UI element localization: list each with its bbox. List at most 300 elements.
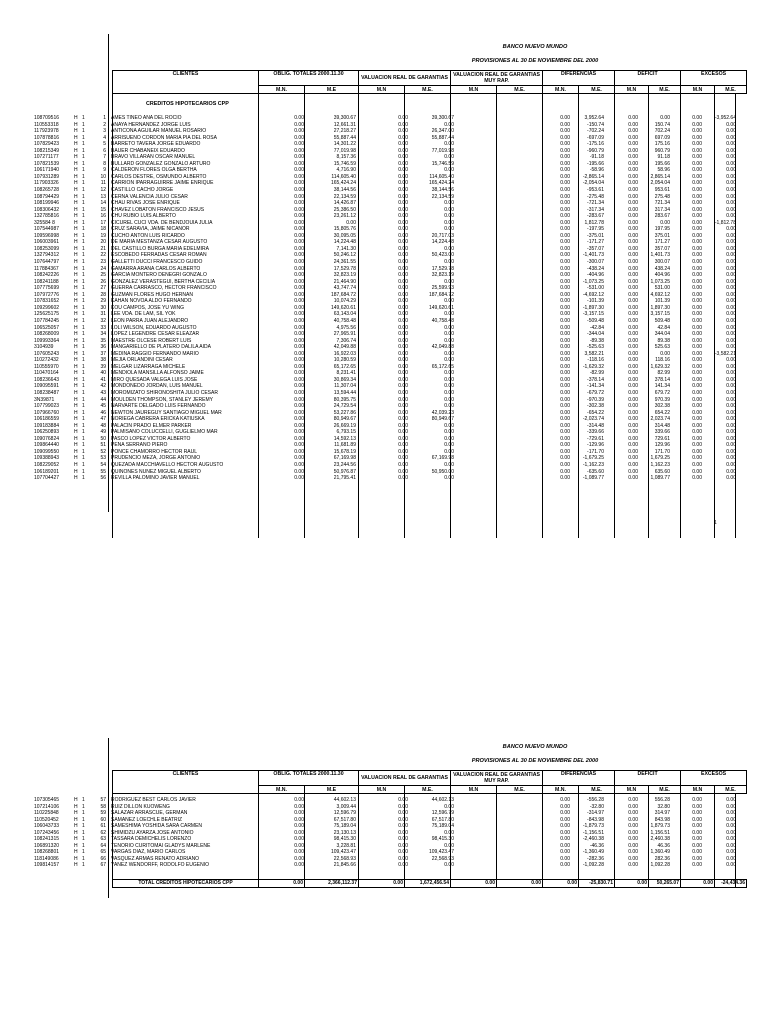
- row-number: 9: [103, 167, 106, 174]
- deficit-me: 953.61: [654, 187, 670, 194]
- header-deficit: DEFICIT: [615, 71, 681, 86]
- deficit-mn: 0.00: [628, 141, 638, 148]
- deficit-me: 729.61: [654, 435, 670, 442]
- difference-mn: 0.00: [560, 855, 570, 862]
- guarantee-me: 109,423.47: [428, 849, 454, 856]
- guarantee-mn: 0.00: [398, 173, 408, 180]
- deficit-me: 302.38: [654, 403, 670, 410]
- subheader-me: M.E.: [497, 786, 543, 794]
- excess-mn: 0.00: [692, 823, 702, 830]
- client-name: ARRISUEÑO CORDON MARIA PIA DEL ROSA: [111, 134, 217, 141]
- credit-type: H: [74, 823, 78, 830]
- client-name: CHU RUBIO LUIS ALBERTO: [111, 213, 176, 220]
- excess-mn: 0.00: [692, 409, 702, 416]
- excess-me: -3,582.21: [714, 350, 736, 357]
- guarantee-me: 0.00: [444, 154, 454, 161]
- guarantee-mn: 0.00: [398, 461, 408, 468]
- excess-me: 0.00: [726, 842, 736, 849]
- row-number: 45: [100, 403, 106, 410]
- difference-mn: 0.00: [560, 422, 570, 429]
- oblig-me: 98,415.30: [333, 836, 356, 843]
- credit-type: H: [74, 350, 78, 357]
- client-name: KAHAN NOVOA ALDO FERNANDO: [111, 298, 192, 305]
- difference-me: -1,679.25: [582, 455, 604, 462]
- oblig-mn: 0.00: [294, 855, 304, 862]
- client-code: 107214106: [34, 803, 60, 810]
- deficit-me: 300.07: [654, 259, 670, 266]
- difference-me: -697.09: [587, 134, 604, 141]
- difference-mn: 0.00: [560, 206, 570, 213]
- difference-mn: 0.00: [560, 461, 570, 468]
- excess-mn: 0.00: [692, 442, 702, 449]
- client-code: 108199946: [34, 200, 60, 207]
- credit-type: H: [74, 252, 78, 259]
- deficit-me: 0.00: [660, 115, 670, 121]
- deficit-mn: 0.00: [628, 461, 638, 468]
- oblig-me: 11,681.89: [334, 442, 356, 449]
- excess-me: 0.00: [726, 304, 736, 311]
- guarantee-me: 187,684.72: [428, 291, 454, 298]
- client-rows-page-2: [0, 797, 768, 869]
- guarantee-me: 55,887.44: [431, 134, 454, 141]
- oblig-mn: 0.00: [294, 344, 304, 351]
- deficit-me: 89.38: [657, 337, 670, 344]
- client-name: CUCHO ANTON LUIS RICARDO: [111, 232, 185, 239]
- provisions-title: PROVISIONES AL 30 DE NOVIEMBRE DEL 2000: [471, 758, 599, 764]
- guarantee-mn: 0.00: [398, 193, 408, 200]
- deficit-mn: 0.00: [628, 403, 638, 410]
- deficit-me: 404.96: [654, 272, 670, 279]
- oblig-me: 114,605.40: [331, 173, 356, 180]
- row-number: 44: [100, 396, 106, 403]
- difference-mn: 0.00: [560, 849, 570, 856]
- oblig-mn: 0.00: [294, 396, 304, 403]
- excess-me: 0.00: [726, 121, 736, 128]
- deficit-mn: 0.00: [628, 357, 638, 364]
- client-code: 107704427: [34, 475, 60, 482]
- guarantee-mn: 0.00: [398, 272, 408, 279]
- deficit-mn: 0.00: [628, 232, 638, 239]
- credit-class: 1: [82, 259, 85, 266]
- deficit-mn: 0.00: [628, 121, 638, 128]
- guarantee-mn: 0.00: [398, 389, 408, 396]
- difference-me: -404.96: [587, 272, 604, 279]
- difference-mn: 0.00: [560, 278, 570, 285]
- deficit-me: 1,156.51: [650, 829, 670, 836]
- subheader-me: M.E.: [497, 86, 543, 94]
- credit-class: 1: [82, 272, 85, 279]
- client-code: 3104939: [34, 344, 54, 351]
- credit-class: 1: [82, 226, 85, 233]
- deficit-mn: 0.00: [628, 239, 638, 246]
- difference-me: 3,582.21: [584, 350, 604, 357]
- difference-mn: 0.00: [560, 134, 570, 141]
- excess-mn: 0.00: [692, 298, 702, 305]
- difference-mn: 0.00: [560, 448, 570, 455]
- difference-mn: 0.00: [560, 331, 570, 338]
- row-number: 64: [100, 842, 106, 849]
- credit-type: H: [74, 475, 78, 482]
- credit-type: H: [74, 855, 78, 862]
- difference-me: -635.60: [587, 468, 604, 475]
- client-code: 107271177: [34, 154, 59, 161]
- subheader-mn: M.N: [681, 86, 715, 94]
- guarantee-me: 26,347.00: [431, 128, 454, 135]
- guarantee-mn: 0.00: [398, 206, 408, 213]
- oblig-me: 12,596.79: [333, 810, 356, 817]
- oblig-mn: 0.00: [294, 350, 304, 357]
- guarantee-mn: 0.00: [398, 311, 408, 318]
- difference-mn: 0.00: [560, 823, 570, 830]
- credit-type: H: [74, 213, 78, 220]
- guarantee-mn: 0.00: [398, 363, 408, 370]
- credit-type: H: [74, 461, 78, 468]
- excess-me: 0.00: [726, 160, 736, 167]
- credit-class: 1: [82, 429, 85, 436]
- oblig-me: 10,280.59: [333, 357, 356, 364]
- difference-me: -118.16: [587, 357, 604, 364]
- deficit-mn: 0.00: [628, 337, 638, 344]
- client-code: 109596998: [34, 232, 60, 239]
- excess-me: 0.00: [726, 403, 736, 410]
- excess-me: 0.00: [726, 429, 736, 436]
- credit-class: 1: [82, 154, 85, 161]
- oblig-me: 4,975.56: [336, 324, 356, 331]
- credit-class: 1: [82, 849, 85, 856]
- excess-mn: 0.00: [692, 115, 702, 121]
- difference-me: -509.48: [587, 317, 604, 324]
- client-code: 107544987: [34, 226, 60, 233]
- client-name: CHAVEZ LOBATON FRANCISCO JESUS: [111, 206, 205, 213]
- deficit-mn: 0.00: [628, 147, 638, 154]
- client-name: KOU CAMPOS, JOSE YU WING: [111, 304, 184, 311]
- deficit-me: 960.79: [654, 147, 670, 154]
- excess-mn: 0.00: [692, 134, 702, 141]
- oblig-me: 65,172.65: [333, 363, 356, 370]
- client-code: 108242226: [34, 272, 60, 279]
- guarantee-mn: 0.00: [398, 357, 408, 364]
- deficit-mn: 0.00: [628, 468, 638, 475]
- credit-type: H: [74, 147, 78, 154]
- excess-mn: 0.00: [692, 810, 702, 817]
- excess-mn: 0.00: [692, 304, 702, 311]
- total-value: 50,265.07: [649, 880, 681, 888]
- deficit-mn: 0.00: [628, 200, 638, 207]
- difference-me: -702.24: [587, 128, 604, 135]
- oblig-mn: 0.00: [294, 291, 304, 298]
- deficit-me: 129.96: [654, 442, 670, 449]
- row-number: 51: [100, 442, 106, 449]
- deficit-mn: 0.00: [628, 416, 638, 423]
- subheader-me: M.E: [305, 86, 359, 94]
- oblig-mn: 0.00: [294, 265, 304, 272]
- deficit-me: 82.99: [657, 370, 670, 377]
- row-number: 29: [100, 298, 106, 305]
- deficit-me: 697.09: [654, 134, 670, 141]
- row-number: 37: [100, 350, 106, 357]
- credit-class: 1: [82, 187, 85, 194]
- deficit-me: 843.98: [654, 816, 670, 823]
- oblig-me: 30,869.34: [333, 376, 356, 383]
- credit-class: 1: [82, 409, 85, 416]
- guarantee-mn: 0.00: [398, 298, 408, 305]
- credit-type: H: [74, 422, 78, 429]
- credit-type: H: [74, 226, 78, 233]
- difference-me: -175.16: [587, 141, 604, 148]
- client-code: 106891320: [34, 842, 60, 849]
- subheader-mn: M.N: [451, 86, 497, 94]
- deficit-mn: 0.00: [628, 285, 638, 292]
- difference-mn: 0.00: [560, 803, 570, 810]
- guarantee-mn: 0.00: [398, 213, 408, 220]
- excess-mn: 0.00: [692, 389, 702, 396]
- credit-type: H: [74, 842, 78, 849]
- guarantee-me: 20,717.03: [431, 232, 454, 239]
- excess-me: 0.00: [726, 416, 736, 423]
- deficit-mn: 0.00: [628, 272, 638, 279]
- excess-me: 0.00: [726, 173, 736, 180]
- guarantee-me: 0.00: [444, 311, 454, 318]
- credit-type: H: [74, 187, 78, 194]
- subheader-me: M.E.: [579, 786, 615, 794]
- credit-type: H: [74, 134, 78, 141]
- credit-type: H: [74, 803, 78, 810]
- guarantee-mn: 0.00: [398, 803, 408, 810]
- deficit-me: 118.16: [655, 357, 670, 364]
- excess-mn: 0.00: [692, 816, 702, 823]
- row-number: 39: [100, 363, 106, 370]
- difference-me: -275.48: [587, 193, 604, 200]
- credit-type: H: [74, 154, 78, 161]
- difference-mn: 0.00: [560, 311, 570, 318]
- difference-mn: 0.00: [560, 344, 570, 351]
- difference-me: -556.28: [587, 797, 604, 803]
- guarantee-me: 44,602.13: [431, 797, 454, 803]
- client-code: 109993364: [34, 337, 60, 344]
- guarantee-mn: 0.00: [398, 475, 408, 482]
- deficit-mn: 0.00: [628, 226, 638, 233]
- client-name: SHIMIDZU AYARZA JOSE ANTONIO: [111, 829, 194, 836]
- deficit-me: 1,879.73: [650, 823, 670, 830]
- row-number: 32: [100, 317, 106, 324]
- deficit-me: 1,162.23: [650, 461, 670, 468]
- deficit-mn: 0.00: [628, 389, 638, 396]
- credit-class: 1: [82, 422, 85, 429]
- difference-me: -82.99: [589, 370, 604, 377]
- client-name: GONZALEZ VERASTEGUI, BERTHA CECILIA: [111, 278, 216, 285]
- client-name: GUERRA CARRASCO, HECTOR FRANCISCO: [111, 285, 217, 292]
- difference-mn: 0.00: [560, 389, 570, 396]
- row-number: 33: [100, 324, 106, 331]
- credit-type: H: [74, 363, 78, 370]
- oblig-mn: 0.00: [294, 363, 304, 370]
- credit-type: H: [74, 357, 78, 364]
- excess-mn: 0.00: [692, 291, 702, 298]
- subheader-mn: M.N: [615, 86, 649, 94]
- credit-type: H: [74, 331, 78, 338]
- oblig-mn: 0.00: [294, 285, 304, 292]
- oblig-me: 15,746.59: [333, 160, 356, 167]
- deficit-mn: 0.00: [628, 396, 638, 403]
- credit-class: 1: [82, 304, 85, 311]
- row-number: 49: [100, 429, 106, 436]
- guarantee-me: 65,172.65: [431, 363, 454, 370]
- excess-mn: 0.00: [692, 252, 702, 259]
- client-code: 3N39871: [34, 396, 55, 403]
- row-number: 31: [100, 311, 106, 318]
- excess-me: 0.00: [726, 363, 736, 370]
- row-number: 53: [100, 455, 106, 462]
- difference-mn: 0.00: [560, 154, 570, 161]
- oblig-me: 43,747.74: [333, 285, 356, 292]
- deficit-mn: 0.00: [628, 193, 638, 200]
- client-name: DE MARIA MESTANZA CESAR AUGUSTO: [111, 239, 208, 246]
- credit-class: 1: [82, 239, 85, 246]
- oblig-me: 32,823.19: [333, 272, 356, 279]
- client-name: GAMARRA ARANA CARLOS ALBERTO: [111, 265, 201, 272]
- row-number: 50: [100, 435, 106, 442]
- credit-type: H: [74, 219, 78, 226]
- difference-me: -317.34: [587, 206, 604, 213]
- credit-class: 1: [82, 455, 85, 462]
- client-name: VASQUEZ ARMAS RENATO ADRIANO: [111, 855, 200, 862]
- excess-mn: 0.00: [692, 350, 702, 357]
- client-code: 109299602: [34, 304, 60, 311]
- total-value: 0.00: [681, 880, 715, 888]
- deficit-me: 1,679.25: [650, 455, 670, 462]
- row-number: 26: [100, 278, 106, 285]
- client-code: 107966760: [34, 409, 60, 416]
- guarantee-me: 0.00: [444, 200, 454, 207]
- difference-mn: 0.00: [560, 376, 570, 383]
- client-name: SALAZAR ARRASCUE, GERMAN: [111, 810, 188, 817]
- excess-mn: 0.00: [692, 147, 702, 154]
- table-row: [0, 475, 768, 482]
- row-number: 46: [100, 409, 106, 416]
- client-name: BRAVO VILLARAN OSCAR MANUEL: [111, 154, 196, 161]
- credit-class: 1: [82, 278, 85, 285]
- deficit-mn: 0.00: [628, 291, 638, 298]
- deficit-mn: 0.00: [628, 422, 638, 429]
- difference-me: -438.24: [587, 265, 604, 272]
- credit-class: 1: [82, 403, 85, 410]
- guarantee-me: 0.00: [444, 213, 454, 220]
- excess-mn: 0.00: [692, 128, 702, 135]
- subheader-mn: M.N: [451, 786, 497, 794]
- excess-me: 0.00: [726, 344, 736, 351]
- credit-class: 1: [82, 285, 85, 292]
- excess-me: 0.00: [726, 389, 736, 396]
- guarantee-mn: 0.00: [398, 396, 408, 403]
- difference-mn: 0.00: [560, 363, 570, 370]
- excess-me: 0.00: [726, 810, 736, 817]
- credit-class: 1: [82, 862, 85, 869]
- client-code: 108794429: [34, 193, 60, 200]
- row-number: 35: [100, 337, 106, 344]
- client-code: 107821539: [34, 160, 60, 167]
- credit-type: H: [74, 344, 78, 351]
- client-name: CARRION IPARRAGUIRRE JAIME ENRIQUE: [111, 180, 214, 187]
- client-name: AMES TINEO ANA DEL ROCIO: [111, 115, 182, 121]
- credit-class: 1: [82, 291, 85, 298]
- excess-mn: 0.00: [692, 461, 702, 468]
- guarantee-mn: 0.00: [398, 370, 408, 377]
- client-name: RUIZ DILLON KUOWENG: [111, 803, 170, 810]
- oblig-me: 13,594.44: [333, 389, 356, 396]
- excess-mn: 0.00: [692, 278, 702, 285]
- row-number: 61: [100, 823, 106, 830]
- credit-class: 1: [82, 810, 85, 817]
- credit-class: 1: [82, 855, 85, 862]
- guarantee-me: 0.00: [444, 862, 454, 869]
- credit-class: 1: [82, 363, 85, 370]
- deficit-mn: 0.00: [628, 849, 638, 856]
- excess-me: 0.00: [726, 206, 736, 213]
- difference-me: -679.72: [587, 389, 604, 396]
- subheader-mn: M.N: [681, 786, 715, 794]
- row-number: 10: [100, 173, 106, 180]
- client-name: MAESTRE OLCESE ROBERT LUIS: [111, 337, 192, 344]
- client-code: 108241188: [34, 278, 59, 285]
- guarantee-mn: 0.00: [398, 285, 408, 292]
- client-name: RODRIGUEZ BEST CARLOS JAVIER: [111, 797, 196, 803]
- oblig-mn: 0.00: [294, 422, 304, 429]
- row-number: 48: [100, 422, 106, 429]
- credit-type: H: [74, 259, 78, 266]
- excess-me: 0.00: [726, 435, 736, 442]
- credit-type: H: [74, 232, 78, 239]
- deficit-me: 721.34: [654, 200, 670, 207]
- oblig-mn: 0.00: [294, 448, 304, 455]
- client-code: 109388943: [34, 455, 60, 462]
- difference-mn: 0.00: [560, 797, 570, 803]
- client-name: REVILLA PALOMINO JAVIER MANUEL: [111, 475, 200, 482]
- client-name: LOLI WILSON, EDUARDO AUGUSTO: [111, 324, 197, 331]
- credit-class: 1: [82, 803, 85, 810]
- deficit-mn: 0.00: [628, 259, 638, 266]
- excess-mn: 0.00: [692, 383, 702, 390]
- credit-type: H: [74, 121, 78, 128]
- oblig-mn: 0.00: [294, 317, 304, 324]
- subheader-mn: M.N.: [259, 786, 305, 794]
- difference-me: -525.63: [587, 344, 604, 351]
- header-excesos: EXCESOS: [681, 771, 747, 786]
- difference-me: -960.79: [587, 147, 604, 154]
- difference-mn: 0.00: [560, 416, 570, 423]
- guarantee-mn: 0.00: [398, 187, 408, 194]
- excess-me: 0.00: [726, 141, 736, 148]
- row-number: 67: [100, 862, 106, 869]
- excess-me: 0.00: [726, 147, 736, 154]
- difference-me: -3,157.15: [582, 311, 604, 318]
- difference-mn: 0.00: [560, 836, 570, 843]
- client-code: 109076824: [34, 435, 60, 442]
- client-code: 109099550: [34, 448, 60, 455]
- excess-me: 0.00: [726, 816, 736, 823]
- deficit-mn: 0.00: [628, 435, 638, 442]
- client-code: 108306432: [34, 206, 60, 213]
- deficit-me: 654.22: [654, 409, 670, 416]
- client-name: NORIEGA CABRERA ERICKA KATIUSKA: [111, 416, 205, 423]
- excess-me: 0.00: [726, 442, 736, 449]
- guarantee-me: 40,758.48: [431, 317, 454, 324]
- excess-mn: 0.00: [692, 435, 702, 442]
- difference-mn: 0.00: [560, 167, 570, 174]
- deficit-mn: 0.00: [628, 213, 638, 220]
- guarantee-mn: 0.00: [398, 331, 408, 338]
- guarantee-me: 22,568.93: [431, 855, 454, 862]
- guarantee-mn: 0.00: [398, 797, 408, 803]
